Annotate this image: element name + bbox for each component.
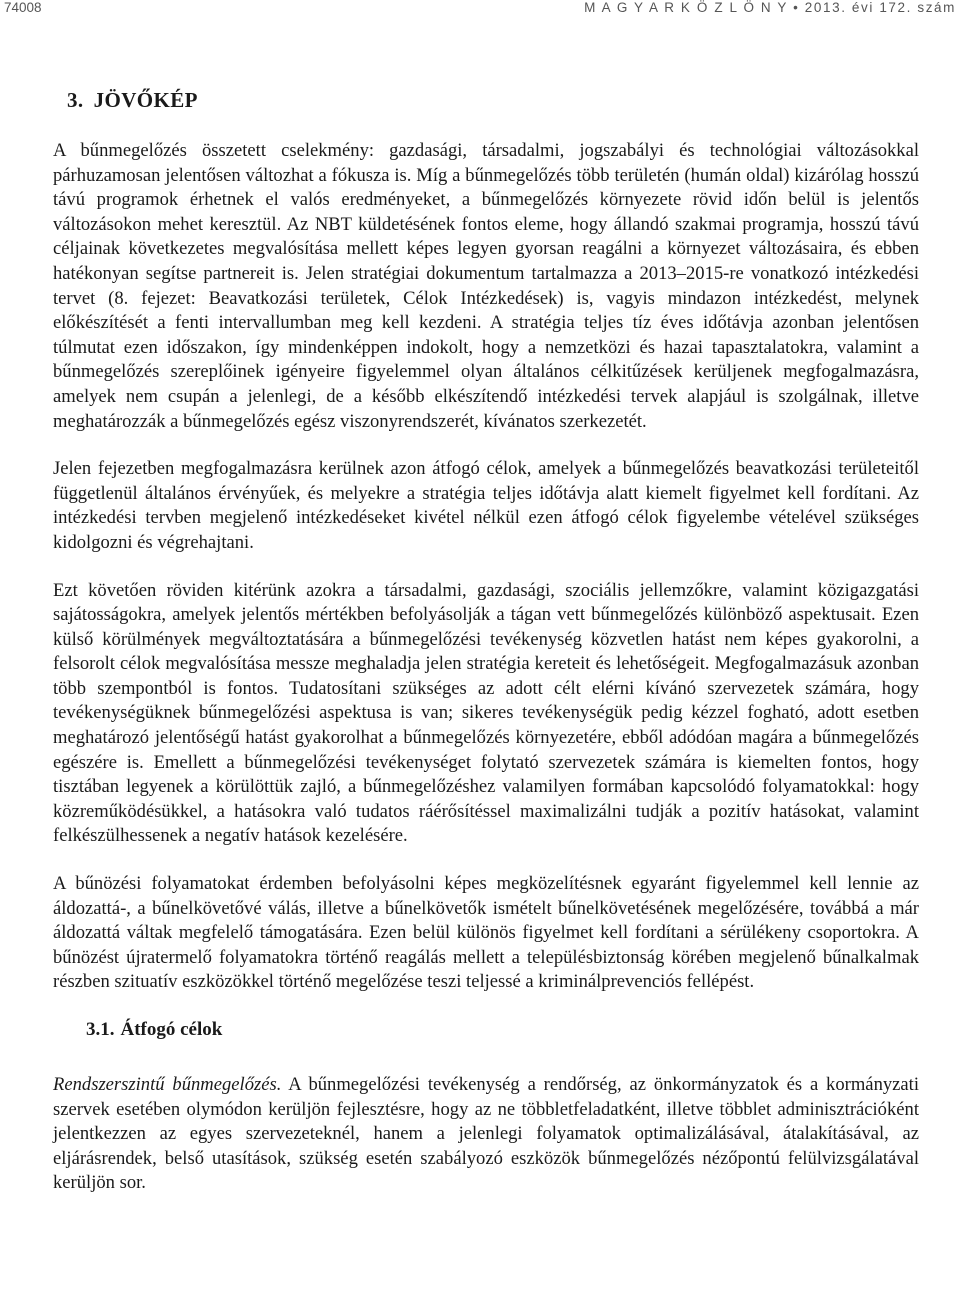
paragraph: A bűnmegelőzés összetett cselekmény: gazdasági, társadalmi, jogszabályi és technológiai változásokkal párhuzamosan jelentősen változhat a fókusza is. Míg a bűnmegelőzés több területén (humán oldal) kizárólag hosszú távú programok érhetnek el valós eredményeket, a bűnmegelőzés környezete rövid időn belül is jelentős változásokon mehet keresztül. Az NBT küldetésének fontos eleme, hogy állandó szakmai programja, hosszú távú céljainak következetes megvalósítása mellett képes legyen gyorsan reagálni a környezet változásaira, és ebben hatékonyan segítse partnereit is. Jelen stratégiai dokumentum tartalmazza a 2013–2015-re vonatkozó intézkedési tervet (8. fejezet: Beavatkozási területek, Célok Intézkedések) is, vagyis mindazon intézkedést, melynek előkészítését a fenti intervallumban meg kell kezdeni. A stratégia teljes tíz éves időtávja azonban jelentősen túlmutat ezen időszakon, így mindenképpen indokolt, hogy a nemzetközi és hazai tapasztalatokra, valamint a bűnmegelőzés szereplőinek igényeire figyelemmel olyan általános célkitűzések kerüljenek megfogalmazásra, amelyek nem csupán a jelenlegi, de a később elkészítendő intézkedési tervek alapjául is szolgálnak, illetve meghatározzák a bűnmegelőzés egész viszonyrendszerét, kívánatos szerkezetét. — [53, 140, 919, 432]
paragraph-text: A bűnmegelőzési tevékenység a rendőrség, az önkormányzatok és a kormányzati szervek esetében olymódon kerüljön fejlesztésre, hogy az ne többletfeladatként, illetve többlet adminisztrációként jelentkezzen az egyes szervezeteknél, hanem a jelenlegi folyamatok optimalizálásával, átalakításával, az eljárásrendek, belső utasítások, szükség esetén szabályozó eszközök bűnmegelőzés nézőpontú felülvizsgálatával kerüljön sor. — [53, 1074, 919, 1194]
paragraph: A bűnözési folyamatokat érdemben befolyásolni képes megközelítésnek egyaránt figyelemmel kell lennie az áldozattá-, a bűnelkövetővé válás, illetve a bűnelkövetők ismételt bűnelkövetésének megelőzésére, továbbá a már áldozattá váltak megfelelő támogatására. Ezen belül különös figyelmet kell fordítani a sérülékeny csoportokra. A bűnözést újratermelő folyamatokra történő reagálás mellett a településbiztonság körében megjelenő bűnalkalmak részben szituatív eszközökkel történő megelőzése teszi teljessé a kriminálprevenciós fellépést. — [53, 873, 919, 993]
paragraph-lead: Rendszerszintű bűnmegelőzés. — [53, 1074, 282, 1095]
journal-info: M A G Y A R K Ö Z L Ö N Y • 2013. évi 172. szám — [584, 0, 956, 15]
document-body — [53, 76, 919, 1219]
paragraph: Jelen fejezetben megfogalmazásra kerülnek azon átfogó célok, amelyek a bűnmegelőzés beavatkozási területeitől függetlenül általános érvényűek, és melyekre a stratégia teljes időtávja alatt kiemelt figyelmet kell fordítani. Az intézkedési tervben megjelenő intézkedéseket kivétel nélkül ezen átfogó célok figyelembe vételével szükséges kidolgozni és végrehajtani. — [53, 458, 919, 553]
page-header — [0, 0, 960, 20]
section-paragraph — [53, 1073, 919, 1196]
chapter-heading — [67, 88, 919, 112]
section-number: 3.1. — [86, 1019, 115, 1040]
section-heading — [86, 1018, 919, 1042]
chapter-title: JÖVŐKÉP — [93, 88, 198, 112]
section-title: Átfogó célok — [120, 1019, 223, 1040]
chapter-number: 3. — [67, 88, 84, 112]
page-number: 74008 — [4, 0, 42, 15]
paragraph: Ezt követően röviden kitérünk azokra a társadalmi, gazdasági, szociális jellemzőkre, valamint közigazgatási sajátosságokra, amelyek jelentős mértékben befolyásolják a tágan vett bűnmegelőzés különböző aspektusait. Ezen külső körülmények megváltoztatására a bűnmegelőzési tevékenység közvetlen hatást nem képes gyakorolni, a felsorolt célok megvalósítása messze meghaladja jelen stratégia kereteit és lehetőségeit. Megfogalmazásuk azonban több szempontból is fontos. Tudatosítani szükséges az adott célt elérni kívánó szervezetek számára, hogy tevékenységüknek bűnmegelőzési aspektusa is van; sikeres tevékenységük pedig kézzel fogható, adott esetben meghatározó jelentőségű hatást gyakorolhat a bűnmegelőzés környezetére, ebből adódóan magára a bűnmegelőzés egészére is. Emellett a bűnmegelőzési tevékenységet folytató szervezetek számára is kiemelten fontos, hogy tisztában legyenek a körülöttük zajló, a bűnmegelőzéshez valamilyen formában kapcsolódó folyamatokkal: hogy közreműködésükkel, a hatásokra való tudatos ráérősítéssel maximalizálni tudják a pozitív hatásokat, valamint felkészülhessenek a negatív hatások kezelésére. — [53, 579, 919, 847]
